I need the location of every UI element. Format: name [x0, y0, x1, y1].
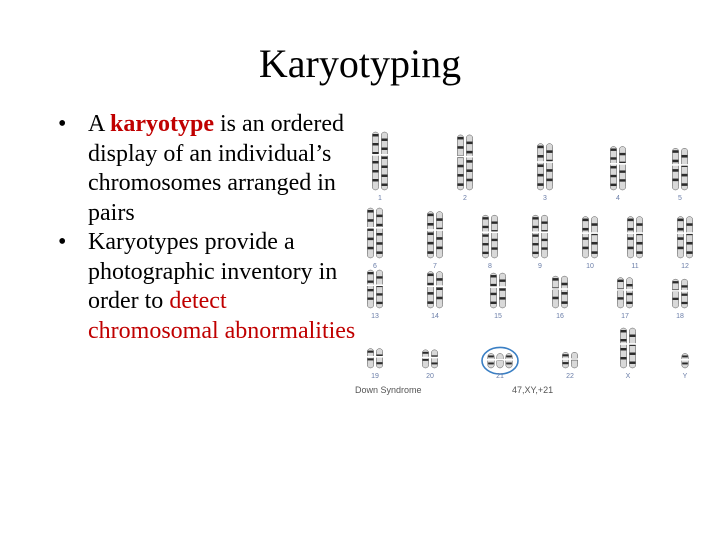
chromosome-band — [382, 175, 388, 177]
chromosome-band — [682, 362, 688, 364]
chromosome-band — [437, 247, 443, 250]
chromosome-band — [592, 251, 598, 254]
chromosome-band — [682, 174, 688, 177]
chromosome-band — [382, 184, 388, 186]
pair-number-label: 21 — [496, 373, 504, 380]
chromosome-band — [428, 232, 434, 235]
bullet-text-rest: is an ordered display of an individual’s chromosomes arranged in pairs — [88, 111, 344, 226]
centromere — [627, 232, 635, 234]
centromere — [672, 290, 680, 292]
bullet-icon: • — [58, 111, 67, 137]
chromosome-band — [500, 279, 506, 281]
pair-number-label: 2 — [463, 195, 467, 202]
chromosome-band — [620, 153, 626, 155]
chromosome-band — [368, 210, 374, 213]
chromosome-band — [377, 362, 383, 364]
chromosome-band — [437, 287, 443, 290]
pair-number-label: 3 — [543, 195, 547, 202]
chromosome-band — [368, 247, 374, 250]
chromosome-band — [377, 302, 383, 304]
centromere — [626, 289, 634, 291]
chromosome-band — [678, 219, 684, 222]
chromosome-pair-Y — [681, 353, 689, 380]
abnormalities-highlight: detect chromosomal abnormalities — [88, 288, 356, 344]
chromosome-band — [491, 275, 497, 277]
chromosome-band — [467, 160, 473, 163]
pair-number-label: 6 — [373, 263, 377, 270]
centromere — [591, 232, 599, 234]
chromosome-band — [373, 161, 379, 163]
chromosome-band — [687, 242, 693, 245]
centromere — [487, 359, 495, 361]
chromosome-band — [628, 228, 634, 231]
pair-number-label: 15 — [494, 313, 502, 320]
centromere — [457, 156, 465, 158]
chromosome-band — [618, 297, 624, 299]
chromosome-band — [627, 293, 633, 295]
chromosome-band — [563, 362, 569, 364]
chromosome-band — [368, 272, 374, 274]
chromosome-band — [637, 223, 643, 226]
centromere — [367, 356, 375, 358]
chromosome-band — [382, 148, 388, 150]
chromosome-band — [377, 276, 383, 278]
caption-down-syndrome: Down Syndrome — [355, 385, 422, 395]
chromosome-band — [533, 234, 539, 236]
chromosome-band — [428, 214, 434, 217]
chromosome-band — [628, 247, 634, 250]
chromosome-band — [611, 157, 617, 159]
chromosome-band — [628, 237, 634, 240]
pair-number-label: 8 — [488, 263, 492, 270]
centromere — [482, 231, 490, 233]
chromosome-band — [630, 335, 636, 337]
chromosome-band — [562, 292, 568, 295]
bullet-list — [58, 110, 358, 346]
chromosome-band — [583, 237, 589, 240]
chromosome-band — [377, 233, 383, 236]
centromere — [372, 154, 380, 156]
chromosome-band — [506, 362, 512, 364]
chromosome-band — [637, 242, 643, 245]
chromosome-band — [368, 298, 374, 300]
chromosome-band — [428, 223, 434, 226]
centromere — [561, 288, 569, 290]
chromosome-band — [368, 289, 374, 291]
chromosome-band — [492, 221, 498, 223]
chromosome-band — [492, 247, 498, 249]
chromosome-pair-8 — [482, 215, 499, 270]
chromosome-band — [678, 237, 684, 240]
chromosome-band — [687, 251, 693, 254]
chromosome-pair-19 — [367, 349, 384, 380]
centromere — [427, 285, 435, 287]
chromosome-band — [492, 239, 498, 241]
chromosome-band — [428, 292, 434, 295]
chromosome-band — [377, 251, 383, 254]
chromosome-band — [373, 179, 379, 181]
centromere — [620, 343, 628, 345]
chromosome-band — [428, 251, 434, 254]
pair-number-label: 12 — [681, 263, 689, 270]
chromosome-band — [500, 297, 506, 299]
chromosome-band — [682, 285, 688, 287]
chromosome-band — [368, 358, 374, 360]
pair-number-label: 16 — [556, 313, 564, 320]
chromosome-band — [458, 183, 464, 186]
chromosome-band — [592, 223, 598, 226]
chromosome-pair-4 — [610, 147, 627, 203]
centromere — [571, 358, 579, 360]
pair-number-label: 22 — [566, 373, 574, 380]
chromosome-band — [562, 283, 568, 286]
chromosome-band — [382, 139, 388, 141]
centromere — [541, 231, 549, 233]
chromosome-band — [563, 354, 569, 356]
karyotype-figure — [350, 128, 710, 408]
chromosome-band — [483, 234, 489, 236]
chromosome-band — [611, 149, 617, 151]
chromosome-band — [682, 183, 688, 186]
pair-number-label: 9 — [538, 263, 542, 270]
pair-number-label: 11 — [631, 263, 639, 270]
chromosome-band — [538, 174, 544, 177]
centromere — [610, 163, 618, 165]
centromere — [562, 358, 570, 360]
centromere — [490, 286, 498, 288]
centromere — [466, 156, 474, 158]
karyotype-image — [350, 128, 710, 408]
centromere — [367, 227, 375, 229]
centromere — [582, 232, 590, 234]
chromosome-pair-12 — [677, 217, 694, 270]
chromosome-band — [678, 228, 684, 231]
centromere — [617, 289, 625, 291]
chromosome-band — [620, 179, 626, 181]
chromosome-band — [628, 219, 634, 222]
centromere — [532, 231, 540, 233]
chromosome-band — [673, 160, 679, 163]
chromosome-pair-5 — [672, 148, 689, 202]
chromosome-pair-9 — [532, 215, 549, 270]
chromosome-band — [377, 224, 383, 227]
chromosome-band — [533, 243, 539, 245]
chromosome-band — [467, 179, 473, 182]
pair-number-label: X — [625, 373, 631, 380]
chromosome-band — [553, 297, 559, 300]
chromosome-band — [483, 226, 489, 228]
chromosome-band — [682, 302, 688, 304]
pair-number-label: Y — [682, 373, 688, 380]
chromosome-band — [538, 164, 544, 167]
pair-number-label: 5 — [678, 195, 682, 202]
chromosome-band — [382, 166, 388, 168]
centromere — [427, 229, 435, 231]
centromere — [677, 232, 685, 234]
chromosome-band — [437, 278, 443, 281]
chromosome-band — [538, 183, 544, 186]
chromosome-band — [428, 274, 434, 277]
chromosome-band — [506, 355, 512, 357]
chromosome-band — [673, 179, 679, 182]
chromosome-band — [458, 137, 464, 140]
chromosome-band — [627, 284, 633, 286]
chromosome-pair-2 — [457, 135, 474, 202]
centromere — [422, 357, 430, 359]
centromere — [367, 284, 375, 286]
chromosome-band — [488, 362, 494, 364]
chromosome-band — [437, 237, 443, 240]
chromosome-band — [547, 150, 553, 153]
chromosome-band — [620, 170, 626, 172]
centromere — [546, 161, 554, 163]
pair-number-label: 1 — [378, 195, 382, 202]
chromosome — [672, 279, 679, 308]
chromosome-band — [368, 281, 374, 283]
chromosome-band — [533, 217, 539, 219]
centromere — [499, 286, 507, 288]
chromosome-band — [373, 143, 379, 145]
chromosome-band — [428, 283, 434, 286]
centromere — [686, 232, 694, 234]
chromosome-band — [542, 221, 548, 223]
chromosome-band — [428, 242, 434, 245]
chromosome-pair-1 — [372, 132, 389, 202]
chromosome-band — [491, 293, 497, 295]
chromosome-band — [373, 134, 379, 136]
bullet-item-karyotype-definition — [58, 110, 358, 228]
chromosome — [431, 350, 438, 368]
chromosome-band — [630, 362, 636, 364]
caption-karyotype-formula: 47,XY,+21 — [512, 385, 554, 395]
centromere — [681, 164, 689, 166]
pair-number-label: 4 — [616, 195, 620, 202]
chromosome-band — [377, 242, 383, 245]
chromosome-band — [542, 239, 548, 241]
karyotype-term: karyotype — [110, 111, 215, 137]
chromosome-band — [583, 228, 589, 231]
chromosome-pair-15 — [490, 273, 507, 320]
chromosome-pair-X — [620, 328, 637, 380]
centromere — [491, 231, 499, 233]
chromosome-band — [368, 238, 374, 241]
chromosome-band — [377, 293, 383, 295]
chromosome-band — [687, 223, 693, 226]
pair-number-label: 18 — [676, 313, 684, 320]
chromosome-pair-22 — [562, 352, 579, 380]
centromere — [629, 343, 637, 345]
chromosome-band — [467, 169, 473, 172]
chromosome-band — [682, 155, 688, 158]
centromere — [436, 285, 444, 287]
chromosome — [457, 135, 464, 190]
chromosome-band — [458, 165, 464, 168]
chromosome-band — [637, 251, 643, 254]
chromosome-band — [538, 146, 544, 149]
chromosome-band — [423, 352, 429, 354]
centromere — [619, 163, 627, 165]
chromosome-band — [630, 353, 636, 355]
chromosome-band — [611, 184, 617, 186]
chromosome-band — [627, 302, 633, 304]
chromosome-band — [618, 280, 624, 282]
chromosome-band — [682, 294, 688, 296]
centromere — [537, 161, 545, 163]
chromosome-band — [382, 157, 388, 159]
pair-number-label: 17 — [621, 313, 629, 320]
chromosome-pair-18 — [672, 279, 689, 320]
centromere — [376, 227, 384, 229]
chromosome-band — [368, 228, 374, 231]
bullet-text-pre: A — [88, 111, 111, 137]
chromosome-pair-20 — [422, 350, 439, 380]
pair-number-label: 14 — [431, 313, 439, 320]
pair-number-label: 10 — [586, 263, 594, 270]
chromosome-band — [538, 155, 544, 158]
chromosome-pair-16 — [552, 276, 569, 320]
chromosome-band — [621, 339, 627, 341]
chromosome-band — [437, 218, 443, 221]
chromosome-band — [432, 362, 438, 364]
chromosome-pair-21 — [482, 347, 518, 380]
chromosome-pair-17 — [617, 278, 634, 320]
chromosome-band — [621, 348, 627, 350]
chromosome-band — [368, 351, 374, 353]
chromosome-band — [483, 243, 489, 245]
centromere — [496, 359, 504, 361]
chromosome-pair-6 — [367, 208, 384, 270]
chromosome-band — [533, 252, 539, 254]
chromosome-pair-14 — [427, 272, 444, 320]
chromosome — [677, 217, 684, 258]
chromosome-band — [373, 170, 379, 172]
chromosome-band — [682, 355, 688, 357]
centromere — [672, 164, 680, 166]
chromosome-band — [377, 215, 383, 218]
centromere — [376, 356, 384, 358]
chromosome-pair-13 — [367, 270, 384, 320]
chromosome — [627, 217, 634, 258]
chromosome-band — [621, 357, 627, 359]
pair-number-label: 13 — [371, 313, 379, 320]
chromosome — [367, 208, 374, 258]
chromosome-band — [547, 169, 553, 172]
chromosome-pair-10 — [582, 217, 599, 270]
chromosome-band — [483, 252, 489, 254]
pair-number-label: 19 — [371, 373, 379, 380]
centromere — [376, 284, 384, 286]
chromosome-pair-7 — [427, 212, 444, 270]
chromosome-band — [533, 226, 539, 228]
chromosome-band — [673, 169, 679, 172]
chromosome-band — [673, 298, 679, 300]
chromosome-band — [428, 301, 434, 304]
chromosome — [376, 349, 383, 368]
chromosome-band — [592, 242, 598, 245]
chromosome — [552, 276, 559, 308]
bullet-item-karyotype-purpose — [58, 228, 358, 346]
chromosome-band — [547, 179, 553, 182]
chromosome-band — [423, 359, 429, 361]
chromosome-band — [611, 166, 617, 168]
centromere — [552, 288, 560, 290]
chromosome-band — [368, 219, 374, 222]
chromosome-band — [467, 142, 473, 145]
centromere — [431, 357, 439, 359]
chromosome-band — [583, 247, 589, 250]
chromosome-band — [458, 174, 464, 177]
bullet-icon: • — [58, 229, 67, 255]
centromere — [505, 359, 513, 361]
centromere — [381, 154, 389, 156]
chromosome-band — [437, 297, 443, 300]
centromere — [681, 359, 689, 361]
chromosome-band — [562, 301, 568, 304]
slide-title: Karyotyping — [258, 41, 462, 86]
chromosome — [582, 217, 589, 258]
chromosome-band — [673, 281, 679, 283]
chromosome-band — [583, 219, 589, 222]
chromosome-pair-11 — [627, 217, 644, 270]
chromosome-band — [542, 247, 548, 249]
bullet-text-pre: Karyotypes provide a photographic inventory in order to — [88, 229, 338, 314]
chromosome-band — [488, 355, 494, 357]
centromere — [436, 229, 444, 231]
chromosome-band — [483, 217, 489, 219]
chromosome-band — [621, 330, 627, 332]
chromosome-pair-3 — [537, 144, 554, 202]
chromosome-band — [491, 284, 497, 286]
chromosome-band — [491, 302, 497, 304]
chromosome-band — [673, 150, 679, 153]
chromosome-band — [500, 288, 506, 290]
chromosome — [672, 148, 679, 190]
pair-number-label: 7 — [433, 263, 437, 270]
centromere — [636, 232, 644, 234]
chromosome-band — [458, 146, 464, 149]
chromosome-band — [678, 247, 684, 250]
centromere — [681, 290, 689, 292]
pair-number-label: 20 — [426, 373, 434, 380]
chromosome-band — [553, 278, 559, 281]
chromosome — [617, 278, 624, 308]
chromosome-band — [611, 175, 617, 177]
chromosome-band — [467, 151, 473, 154]
